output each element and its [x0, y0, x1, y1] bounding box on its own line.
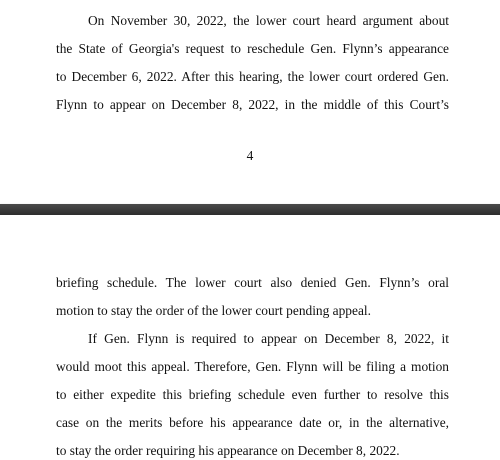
text-line: motion to stay the order of the lower court pending appeal. [56, 303, 371, 318]
text-line: to December 6, 2022. After this hearing, the lower court ordered Gen. [56, 69, 449, 84]
page-separator [0, 204, 500, 215]
document-page-bottom [0, 215, 500, 460]
text-line: If Gen. Flynn is required to appear on December 8, 2022, it [88, 331, 449, 346]
text-line: to either expedite this briefing schedule even further to resolve this [56, 387, 449, 402]
text-line: would moot this appeal. Therefore, Gen. Flynn will be filing a motion [56, 359, 449, 374]
body-text [56, 269, 449, 460]
text-line: the State of Georgia's request to reschedule Gen. Flynn’s appearance [56, 41, 449, 56]
text-line: briefing schedule. The lower court also denied Gen. Flynn’s oral [56, 275, 449, 290]
page-number: 4 [246, 148, 254, 163]
document-page-top [0, 0, 500, 204]
text-line: On November 30, 2022, the lower court heard argument about [88, 13, 449, 28]
text-line: to stay the order requiring his appearance on December 8, 2022. [56, 443, 400, 458]
paragraph-continuing [56, 7, 449, 119]
text-line: case on the merits before his appearance date or, in the alternative, [56, 415, 449, 430]
text-line: Flynn to appear on December 8, 2022, in the middle of this Court’s [56, 97, 449, 112]
